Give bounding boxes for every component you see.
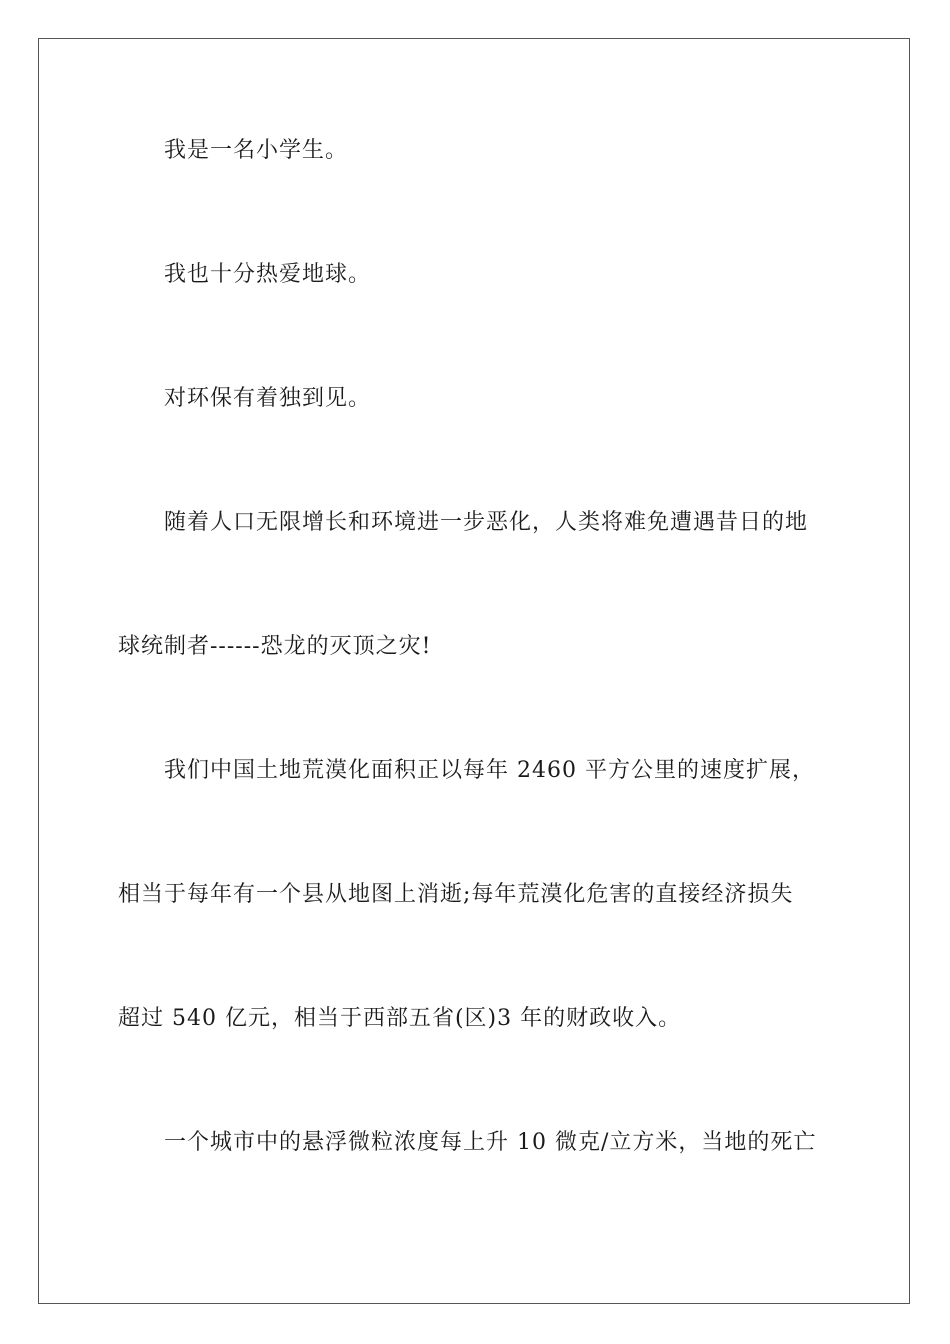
paragraph-line-6: 我们中国土地荒漠化面积正以每年 2460 平方公里的速度扩展， bbox=[164, 758, 815, 783]
paragraph-line-7: 相当于每年有一个县从地图上消逝;每年荒漠化危害的直接经济损失 bbox=[118, 882, 794, 907]
paragraph-line-1: 我是一名小学生。 bbox=[164, 138, 349, 163]
paragraph-line-9: 一个城市中的悬浮微粒浓度每上升 10 微克/立方米，当地的死亡 bbox=[164, 1130, 817, 1155]
paragraph-line-3: 对环保有着独到见。 bbox=[164, 386, 372, 411]
paragraph-line-8: 超过 540 亿元，相当于西部五省(区)3 年的财政收入。 bbox=[118, 1006, 682, 1031]
paragraph-line-4: 随着人口无限增长和环境进一步恶化，人类将难免遭遇昔日的地 bbox=[164, 510, 809, 535]
paragraph-line-2: 我也十分热爱地球。 bbox=[164, 262, 372, 287]
page-border bbox=[38, 38, 910, 1304]
paragraph-line-5: 球统制者------恐龙的灭顶之灾! bbox=[118, 634, 432, 659]
